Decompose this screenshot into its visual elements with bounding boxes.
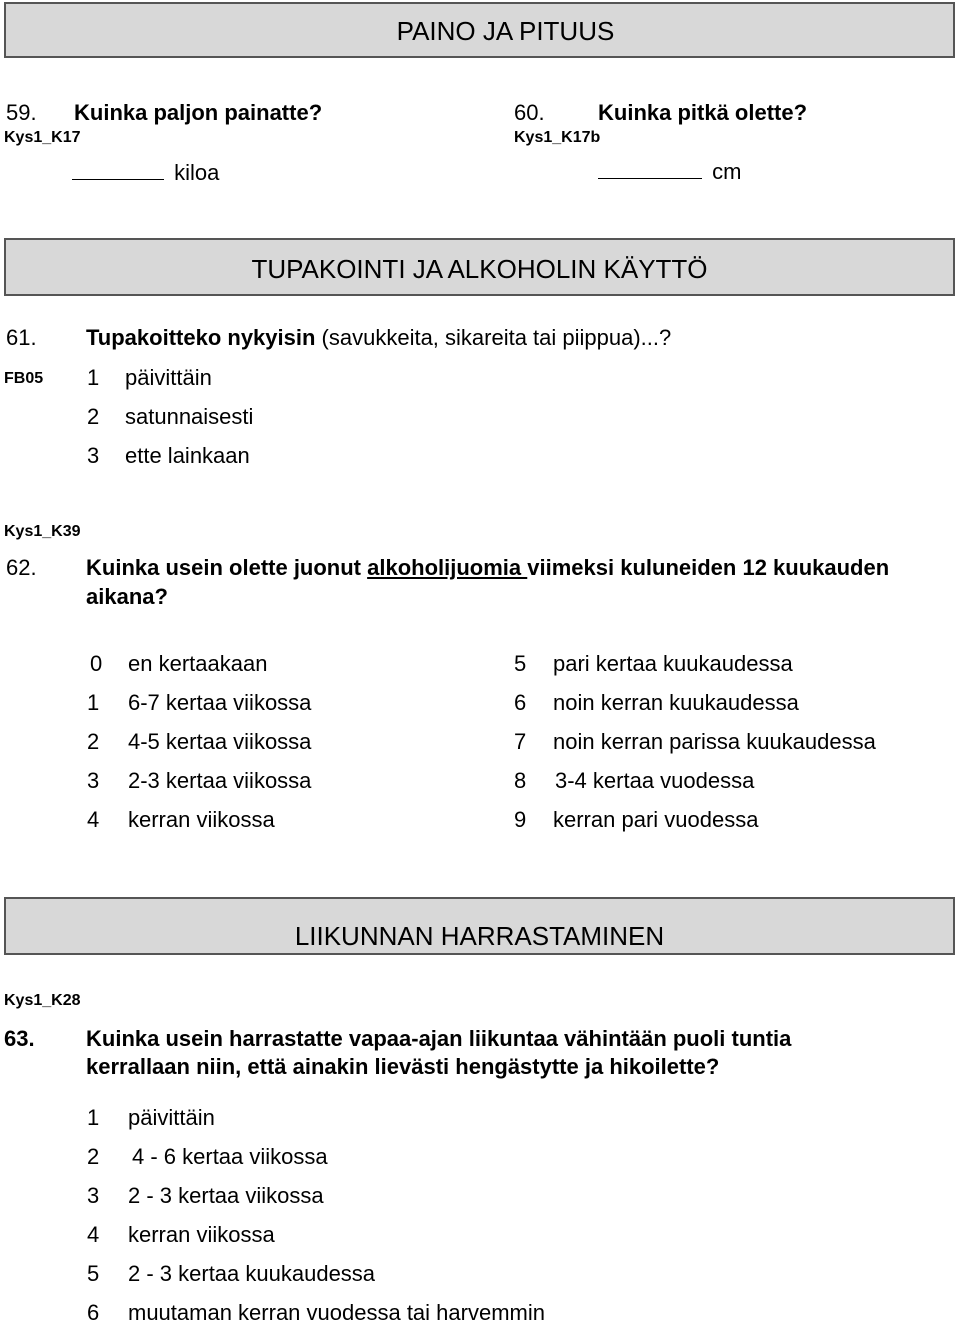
- option[interactable]: [87, 443, 250, 469]
- option-label: muutaman kerran vuodessa tai harvemmin: [128, 1300, 545, 1325]
- option[interactable]: [87, 1183, 324, 1209]
- option-label: kerran viikossa: [128, 1222, 275, 1247]
- option[interactable]: [90, 651, 268, 677]
- option-number: 2: [87, 1144, 100, 1169]
- question-code: Kys1_K39: [4, 523, 81, 540]
- question-text: Kuinka usein harrastatte vapaa-ajan liikuntaa vähintään puoli tuntia: [86, 1026, 792, 1051]
- option[interactable]: [514, 768, 755, 794]
- height-unit: cm: [712, 159, 742, 184]
- option-number: 6: [514, 690, 527, 715]
- option[interactable]: [87, 729, 312, 755]
- option-number: 1: [87, 1105, 100, 1130]
- option-number: 3: [87, 1183, 100, 1208]
- option-label: satunnaisesti: [125, 404, 254, 429]
- weight-answer[interactable]: [72, 160, 219, 186]
- question-text-bold: Tupakoitteko nykyisin: [86, 325, 316, 350]
- option[interactable]: [87, 1300, 545, 1326]
- option-number: 2: [87, 404, 100, 429]
- question-code: Kys1_K17b: [514, 129, 601, 146]
- height-answer[interactable]: [598, 159, 741, 185]
- section-header-exercise: [4, 897, 955, 955]
- section-title: TUPAKOINTI JA ALKOHOLIN KÄYTTÖ: [251, 254, 708, 284]
- question-text-continued: kerrallaan niin, että ainakin lievästi hengästytte ja hikoilette?: [86, 1054, 720, 1079]
- option[interactable]: [87, 807, 275, 833]
- question-number: 63.: [4, 1026, 35, 1051]
- option[interactable]: [87, 365, 212, 391]
- option-label: kerran viikossa: [128, 807, 275, 832]
- option-number: 6: [87, 1300, 100, 1325]
- option-label: noin kerran kuukaudessa: [553, 690, 799, 715]
- question-text-part: Kuinka usein olette juonut: [86, 555, 368, 580]
- option-label: 2 - 3 kertaa viikossa: [128, 1183, 324, 1208]
- option-number: 0: [90, 651, 103, 676]
- option[interactable]: [514, 690, 799, 716]
- question-text-underlined: alkoholijuomia: [367, 555, 528, 580]
- option-label: pari kertaa kuukaudessa: [553, 651, 793, 676]
- option[interactable]: [87, 404, 254, 430]
- question-number: 59.: [6, 100, 37, 125]
- option-label: päivittäin: [128, 1105, 215, 1130]
- option-number: 7: [514, 729, 527, 754]
- question-text: [86, 555, 889, 581]
- option[interactable]: [514, 807, 759, 833]
- question-text-rest: (savukkeita, sikareita tai piippua)...?: [315, 325, 672, 350]
- option-number: 9: [514, 807, 527, 832]
- option[interactable]: [87, 768, 312, 794]
- option[interactable]: [514, 651, 793, 677]
- question-text-part: viimeksi kuluneiden 12 kuukauden: [527, 555, 890, 580]
- option-label: 2-3 kertaa viikossa: [128, 768, 312, 793]
- option-label: ette lainkaan: [125, 443, 250, 468]
- question-code: Kys1_K28: [4, 992, 81, 1009]
- option-number: 5: [87, 1261, 100, 1286]
- option[interactable]: [514, 729, 876, 755]
- option-number: 3: [87, 768, 100, 793]
- option-number: 1: [87, 690, 100, 715]
- option-label: kerran pari vuodessa: [553, 807, 759, 832]
- option-label: päivittäin: [125, 365, 212, 390]
- option-label: noin kerran parissa kuukaudessa: [553, 729, 876, 754]
- section-header-weight-height: [4, 2, 955, 58]
- question-62: [6, 555, 890, 581]
- question-code: Kys1_K17: [4, 129, 81, 146]
- option[interactable]: [87, 1222, 275, 1248]
- question-text: Kuinka paljon painatte?: [74, 100, 323, 125]
- option-number: 1: [87, 365, 100, 390]
- option[interactable]: [87, 1105, 215, 1131]
- question-59: [6, 100, 323, 126]
- option-label: 4-5 kertaa viikossa: [128, 729, 312, 754]
- option[interactable]: [87, 1144, 328, 1170]
- question-code: FB05: [4, 370, 44, 387]
- option-number: 4: [87, 807, 100, 832]
- section-title: PAINO JA PITUUS: [396, 16, 615, 46]
- weight-blank[interactable]: [72, 161, 164, 180]
- section-header-smoking-alcohol: [4, 238, 955, 296]
- option-label: 6-7 kertaa viikossa: [128, 690, 312, 715]
- option-label: 3-4 kertaa vuodessa: [555, 768, 755, 793]
- option-number: 4: [87, 1222, 100, 1247]
- weight-unit: kiloa: [174, 160, 220, 185]
- question-number: 62.: [6, 555, 37, 580]
- option-number: 8: [514, 768, 527, 793]
- height-blank[interactable]: [598, 160, 702, 179]
- option-number: 3: [87, 443, 100, 468]
- option-number: 5: [514, 651, 527, 676]
- option-label: en kertaakaan: [128, 651, 268, 676]
- option-label: 2 - 3 kertaa kuukaudessa: [128, 1261, 376, 1286]
- option[interactable]: [87, 690, 312, 716]
- question-63: [4, 1026, 792, 1052]
- question-61: [6, 325, 672, 351]
- question-60: [514, 100, 808, 126]
- question-text: Kuinka pitkä olette?: [598, 100, 808, 125]
- question-text-continued: aikana?: [86, 584, 168, 609]
- option[interactable]: [87, 1261, 376, 1287]
- question-number: 60.: [514, 100, 545, 125]
- section-title: LIIKUNNAN HARRASTAMINEN: [294, 921, 665, 951]
- question-number: 61.: [6, 325, 37, 350]
- option-number: 2: [87, 729, 100, 754]
- option-label: 4 - 6 kertaa viikossa: [132, 1144, 328, 1169]
- question-text: [86, 325, 671, 351]
